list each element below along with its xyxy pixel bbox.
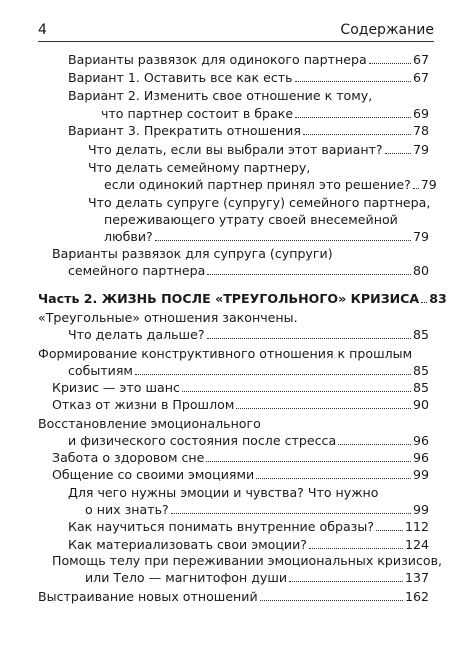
- toc-entry-title: Помощь телу при переживании эмоциональных кризисов,: [52, 553, 443, 568]
- dot-leader: [182, 391, 411, 392]
- toc-entry: [68, 484, 379, 501]
- toc-entry: [52, 449, 429, 466]
- toc-entry-title: Кризис — это шанс: [52, 380, 180, 395]
- toc-entry-title: и физического состояния после стресса: [68, 433, 337, 448]
- dot-leader: [295, 117, 411, 118]
- toc-entry: [68, 518, 429, 535]
- toc-entry-page: 137: [404, 570, 429, 585]
- toc-entry: [38, 290, 447, 307]
- dot-leader: [171, 513, 411, 514]
- toc-entry: [68, 87, 372, 104]
- toc-entry: [38, 309, 298, 326]
- toc-entry-title: Часть 2. ЖИЗНЬ ПОСЛЕ «ТРЕУГОЛЬНОГО» КРИЗИСА: [38, 291, 420, 306]
- toc-entry-page: 162: [404, 589, 429, 604]
- dot-leader: [295, 81, 411, 82]
- toc-entry-title: или Тело — магнитофон души: [85, 570, 288, 585]
- dot-leader: [385, 153, 411, 154]
- toc-entry: [104, 228, 429, 245]
- toc-entry-title: о них знать?: [85, 502, 169, 517]
- toc-entry-title: Что делать супруге (супругу) семейного партнера,: [88, 195, 431, 210]
- toc-entry: [52, 552, 442, 569]
- toc-entry-title: Общение со своими эмоциями: [52, 467, 255, 482]
- toc-entry-title: Что делать семейному партнеру,: [88, 160, 311, 175]
- toc-entry: [68, 536, 429, 553]
- toc-entry-page: 69: [412, 106, 429, 121]
- toc-entry: [85, 569, 429, 586]
- toc-entry-title: Формирование конструктивного отношения к прошлым: [38, 346, 413, 361]
- toc-entry-page: 96: [412, 433, 429, 448]
- toc-entry-page: 124: [404, 537, 429, 552]
- dot-leader: [206, 461, 411, 462]
- page-number: 4: [38, 22, 47, 38]
- toc-entry-title: Что делать, если вы выбрали этот вариант?: [88, 142, 383, 157]
- dot-leader: [236, 408, 411, 409]
- toc-entry: [38, 415, 261, 432]
- toc-entry: [88, 194, 430, 211]
- section-title: Содержание: [340, 22, 434, 38]
- toc-entry: [68, 262, 429, 279]
- toc-entry-title: переживающего утрату своей внесемейной: [104, 212, 398, 227]
- toc-entry-title: Восстановление эмоционального: [38, 416, 261, 431]
- toc-entry-page: 79: [412, 229, 429, 244]
- toc-entry-title: Вариант 2. Изменить свое отношение к тому,: [68, 88, 373, 103]
- toc-entry-title: Что делать дальше?: [68, 327, 205, 342]
- toc-entry-page: 85: [412, 327, 429, 342]
- dot-leader: [309, 548, 403, 549]
- toc-entry: [85, 501, 429, 518]
- toc-entry-page: 99: [412, 502, 429, 517]
- toc-entry: [68, 51, 429, 68]
- dot-leader: [207, 338, 411, 339]
- toc-entry-title: Как материализовать свои эмоции?: [68, 537, 307, 552]
- toc-entry: [38, 345, 412, 362]
- toc-entry-title: Вариант 3. Прекратить отношения: [68, 123, 301, 138]
- dot-leader: [369, 63, 411, 64]
- dot-leader: [421, 302, 427, 303]
- dot-leader: [303, 134, 411, 135]
- toc-entry-title: Варианты развязок для одинокого партнера: [68, 52, 367, 67]
- toc-entry-title: что партнер состоит в браке: [101, 106, 294, 121]
- toc-entry-title: Варианты развязок для супруга (супруги): [52, 246, 333, 261]
- toc-entry-page: 78: [412, 123, 429, 138]
- toc-entry-title: Забота о здоровом сне: [52, 450, 205, 465]
- toc-entry: [68, 69, 429, 86]
- toc-entry: [104, 211, 398, 228]
- toc-entry-title: Для чего нужны эмоции и чувства? Что нужно: [68, 485, 379, 500]
- toc-entry-page: 79: [412, 142, 429, 157]
- toc-entry-title: Отказ от жизни в Прошлом: [52, 397, 235, 412]
- toc-entry-page: 79: [420, 177, 437, 192]
- toc-entry-page: 85: [412, 380, 429, 395]
- dot-leader: [207, 274, 411, 275]
- toc-entry-title: Выстраивание новых отношений: [38, 589, 258, 604]
- dot-leader: [338, 444, 411, 445]
- toc-entry-page: 83: [429, 291, 447, 306]
- toc-entry-title: Как научиться понимать внутренние образы?: [68, 519, 374, 534]
- toc-entry: [88, 141, 429, 158]
- dot-leader: [135, 374, 411, 375]
- toc-entry: [52, 466, 429, 483]
- dot-leader: [376, 530, 403, 531]
- toc-entry-page: 112: [404, 519, 429, 534]
- toc-entry: [68, 432, 429, 449]
- toc-entry: [101, 105, 429, 122]
- toc-entry-title: семейного партнера: [68, 263, 206, 278]
- toc-entry: [38, 588, 429, 605]
- toc-entry-page: 99: [412, 467, 429, 482]
- toc-entry: [104, 176, 437, 193]
- toc-entry: [68, 122, 429, 139]
- dot-leader: [256, 478, 411, 479]
- toc-entry: [88, 159, 310, 176]
- toc-entry-page: 90: [412, 397, 429, 412]
- toc-entry-page: 67: [412, 52, 429, 67]
- dot-leader: [260, 600, 403, 601]
- toc-entry-page: 80: [412, 263, 429, 278]
- toc-entry: [52, 379, 429, 396]
- toc-entry-page: 67: [412, 70, 429, 85]
- toc-entry-title: если одинокий партнер принял это решение?: [104, 177, 411, 192]
- toc-entry: [68, 326, 429, 343]
- toc-entry: [52, 245, 333, 262]
- toc-entry-page: 85: [412, 363, 429, 378]
- toc-entry-title: событиям: [68, 363, 133, 378]
- toc-entry-title: Вариант 1. Оставить все как есть: [68, 70, 293, 85]
- dot-leader: [289, 581, 403, 582]
- dot-leader: [155, 240, 411, 241]
- toc-entry-title: любви?: [104, 229, 153, 244]
- toc-entry-title: «Треугольные» отношения закончены.: [38, 310, 298, 325]
- toc-entry: [68, 362, 429, 379]
- toc-entry-page: 96: [412, 450, 429, 465]
- dot-leader: [413, 188, 419, 189]
- toc-entry: [52, 396, 429, 413]
